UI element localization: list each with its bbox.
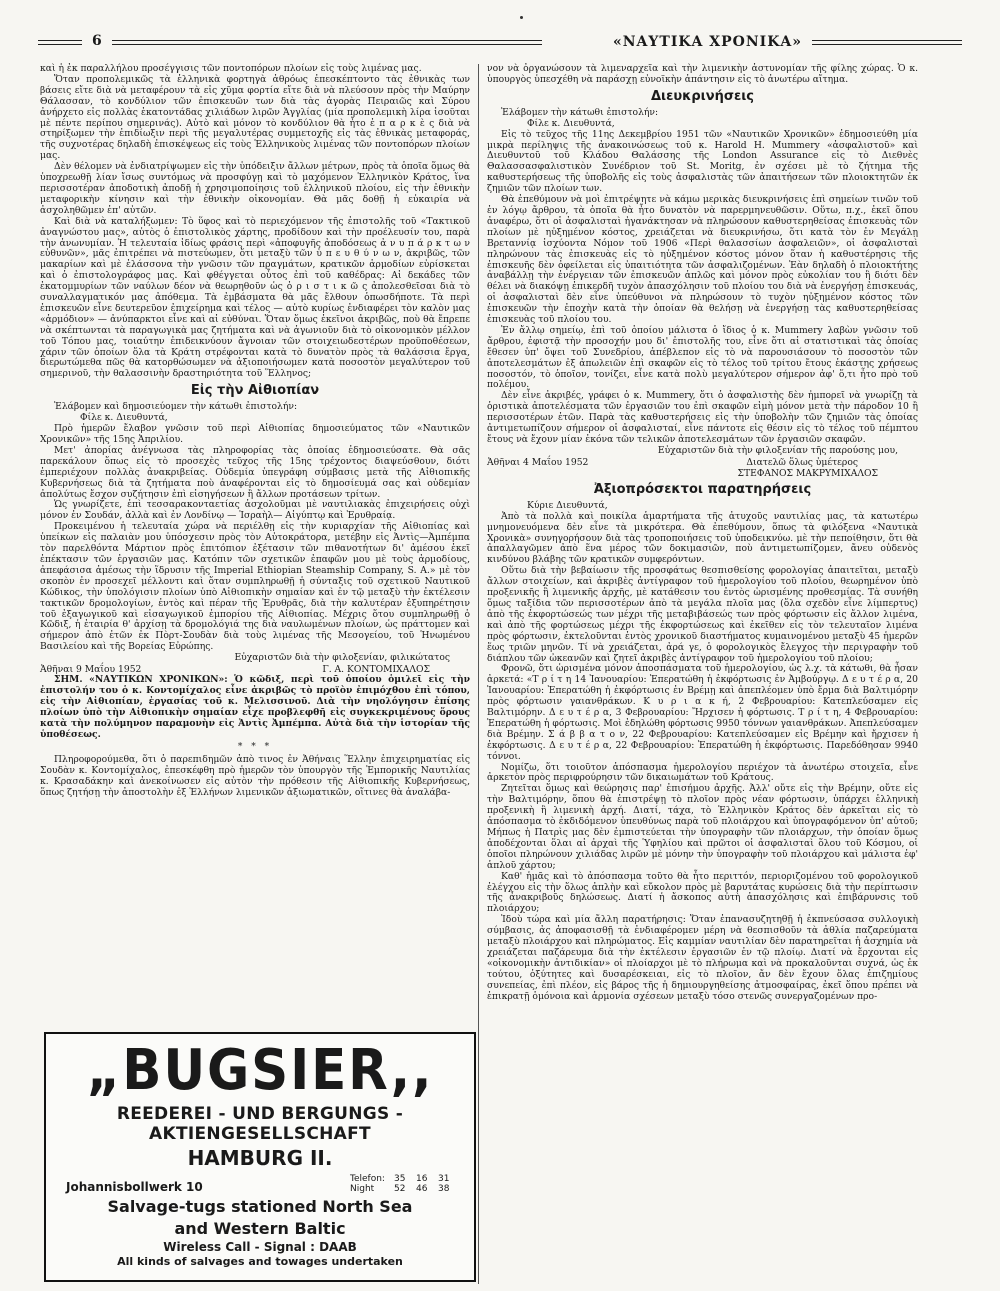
bugsier-advertisement [44,1032,476,1282]
header-rule-middle [112,40,542,45]
article-paragraph: καὶ ἡ ἐκ παραλλήλου προσέγγισις τῶν ποντοπόρων πλοίων εἰς τοὺς λιμένας μας. [40,63,422,74]
header-rule-right [812,40,962,45]
letter-paragraph: Ἐν ἄλλῳ σημείῳ, ἐπὶ τοῦ ὁποίου μάλιστα ὁ ἴδιος ὁ κ. Mummery λαβὼν γνῶσιν τοῦ ἄρθρου, ἐφιστᾷ τὴν προσοχήν μου δι' ἐπιστολῆς του, εἶνε ὅτι αἱ στατιστικαὶ τὰς ὁποίας ἔθεσεν ὑπ' ὄψει τοῦ Συνεδρίου, ἀπέβλεπον εἰς τὸ νὰ παρουσιάσουν τὸ ποσοστὸν τῶν ἀποτελεσμάτων ἐξ ἀπωλειῶν ἐπὶ σκαφῶν εἰς τὸ τέλος τοῦ τρίτου ἔτους ἑκάστης χρήσεως ποσοστόν, τὸ ὁποῖον, τονίζει, εἶνε κατὰ πολὺ μεγαλύτερον σήμερον ἀφ' ὅ,τι ἦτο πρὸ τοῦ πολέμου. [487,324,918,391]
letter-signature-row [487,468,918,479]
ad-night-label: Night [350,1184,375,1194]
letter-paragraph: Ζητεῖται ὅμως καὶ θεώρησις παρ' ἐπισήμου ἀρχῆς. Ἀλλ' οὔτε εἰς τὴν Βρέμην, οὔτε εἰς τὴν Βαλτιμόρην, ὅπου θὰ ἐπιστρέψῃ τὸ πλοῖον πρὸς νέαν φόρτωσιν, ὑπάρχει ἑλληνικὴ προξενικὴ ἢ λιμενικὴ ἀρχή. Διατί, τάχα, τὸ Ἑλληνικὸν Κράτος δὲν ἀρκεῖται εἰς τὸ ἀπόσπασμα τὸ ἐκδιδόμενον ὑπευθύνως παρὰ τοῦ πλοιάρχου καὶ ὑπογραφόμενον ὑπ' αὐτοῦ; Μήπως ἡ Πατρὶς μας δὲν ἐμπιστεύεται τὴν ὑπογραφὴν τῶν πλοιάρχων, τὴν ὁποίαν ὅμως ἀποδέχονται ὅλαι αἱ ἀρχαὶ τῆς Ὑφηλίου καὶ πρῶτοι οἱ ἀσφαλισταὶ ὅλου τοῦ Κόσμου, οἱ ὁποῖοι πληρώνουν χιλιάδας λιρῶν μὲ μόνην τὴν ὑπογραφὴν τοῦ πλοιάρχου καὶ μάλιστα ἐφ' ἁπλοῦ χάρτου; [487,783,918,871]
letter-paragraph: Φρονῶ, ὅτι ὡρισμένα μόνον ἀποσπάσματα τοῦ ἡμερολογίου, ὡς λ.χ. τὰ κάτωθι, θὰ ἦσαν ἀρκετά: «Τ ρ ί τ η 14 Ἰανουαρίου: Ἐπερατώθη ἡ ἐκφόρτωσις ἐν Ἀμβούργῳ. Δ ε υ τ έ ρ α, 20 Ἰανουαρίου: Ἐπερατώθη ἡ ἐκφόρτωσις ἐν Βρέμῃ καὶ ἀπεπλέομεν ὑπὸ ἔρμα διὰ Βαλτιμόρην πρὸς φόρτωσιν γαιανθράκων. Κ υ ρ ι α κ ή, 2 Φεβρουαρίου: Κατεπλεύσαμεν εἰς Βαλτιμόρην. Δ ε υ τ έ ρ α, 3 Φεβρουαρίου: Ἤρχισεν ἡ φόρτωσις. Τ ρ ί τ η, 4 Φεβρουαρίου: Ἐπερατώθη ἡ φόρτωσις. Μοὶ ἐδηλώθη φόρτωσις 9950 τόννων γαιανθράκων. Ἀπεπλεύσαμεν διὰ Βρέμην. Σ ά β β α τ ο ν, 22 Φεβρουαρίου: Κατεπλεύσαμεν εἰς Βρέμην καὶ ἤρχισεν ἡ ἐκφόρτωσις. Δ ε υ τ έ ρ α, 22 Φεβρουαρίου: Ἐπερατώθη ἡ ἐκφόρτωσις. Παρεδόθησαν 9940 τόννοι. [487,663,918,762]
ad-phone-table [350,1174,458,1194]
letter-paragraph: Οὕτω διὰ τὴν βεβαίωσιν τῆς προσφάτως θεσπισθείσης φορολογίας ἀπαιτεῖται, μεταξὺ ἄλλων στοιχείων, καὶ ἀκριβὲς ἀντίγραφον τοῦ ἡμερολογίου τοῦ πλοίου, θεωρημένον ὑπὸ προξενικῆς ἢ λιμενικῆς ἀρχῆς, μὲ κατάθεσιν του ἐντὸς ὡρισμένης προθεσμίας. Τὰ συνήθη ὅμως ταξίδια τῶν περισσοτέρων ἀπὸ τὰ μεγάλα πλοῖα μας (ὅλα σχεδὸν εἶνε λίμπερτυς) ἀπὸ τῆς ἐκφορτώσεώς των μέχρι τῆς μεταβιβάσεώς των πρὸς φόρτωσιν εἰς ἄλλον λιμένα, καὶ ἀπὸ τῆς φορτώσεως μέχρι τῆς ἐκφορτώσεως καὶ ἐκεῖθεν εἰς τὸν τελευταῖον λιμένα πρὸς φόρτωσιν, ἐκτελοῦνται ἐντὸς χρονικοῦ διαστήματος κυμαινομένου μεταξὺ 45 ἡμερῶν ἕως τριῶν μηνῶν. Τί νὰ χρειάζεται, ἀρά γε, ὁ φορολογικὸς ἔλεγχος τὴν περιγραφὴν τοῦ διάπλου τῶν ὠκεανῶν καὶ ζητεῖ ἀκριβὲς ἀντίγραφον τοῦ ἡμερολογίου τοῦ πλοίου; [487,565,918,664]
page-number: 6 [92,33,102,49]
scan-speck [520,16,523,19]
letter-paragraph: Μετ' ἀπορίας ἀνέγνωσα τὰς πληροφορίας τὰς ὁποίας ἐδημοσιεύσατε. Θὰ σᾶς παρεκάλουν ὅπως εἰς τὸ προσεχὲς τεῦχος τῆς 15ης τρέχοντος διαψεύσθουν, διότι ἐμπεριέχουν πολλὰς ἀνακριβείας. Οὐδεμία ὑπεγράφη σύμβασις μετὰ τῆς Αἰθιοπικῆς Κυβερνήσεως διὰ τὰ ζητήματα ποὺ ἀναφέρονται εἰς τὸ δημοσίευμά σας καὶ οὐδεμίαν ἀπολύτως ἔσχον συζήτησιν ἐπὶ εἰσηγήσεων ἢ ἄλλων προτάσεων τρίτων. [40,444,470,500]
letter-paragraph: Ἰδοὺ τώρα καὶ μία ἄλλη παρατήρησις: Ὅταν ἐπανασυζητηθῇ ἡ ἐκπνεύσασα συλλογικὴ σύμβασις, ἀς ἀποφασισθῇ τὰ ἐνδιαφέρομεν μέρη νὰ θεσπισθοῦν τὰ ἀθλία παζαρεύματα μεταξὺ πλοιάρχου καὶ πληρώματος. Εἰς καμμίαν ναυτιλίαν δὲν παρατηρεῖται ἡ ἀσχημία νὰ χρειάζεται παζάρευμα διὰ τὴν ἐκτέλεσιν ἐργασιῶν ἐν τῷ πλοίῳ. Διατί νὰ ἔρχονται εἰς «οἰκονομικὴν ἀντιδικίαν» οἱ πλοίαρχοι μὲ τὸ πλήρωμα καὶ νὰ προκαλοῦνται συχνά, ὡς ἐκ τούτου, ὀξύτητες καὶ δυσαρέσκειαι, εἰς τὸ πλοῖον, ἄν δὲν ἔχουν ὅλας ἐπιζημίους συνεπείας, ἐπὶ πλέον, εἰς βάρος τῆς ἡ δημιουργηθείσης ἀτμοσφαίρας, ἐκεῖ ὅπου πρέπει νὰ ἐπικρατῇ ὁμόνοια καὶ ἁρμονία σχέσεων μεταξὺ τόσο στενῶς συνεργαζομένων προ- [487,914,918,1002]
article-paragraph: Καὶ διὰ νὰ καταλήξωμεν: Τὸ ὕφος καὶ τὸ περιεχόμενον τῆς ἐπιστολῆς τοῦ «Τακτικοῦ ἀναγνώστου μας», αὐτὸς ὁ ἐπιστολικὸς χάρτης, προδίδουν καὶ τὴν προέλευσίν του, παρὰ τὴν ἀνωνυμίαν. Ἡ τελευταία ἰδίως φράσις περὶ «ἀποφυγῆς ἀποδόσεως ἀ ν υ π ά ρ κ τ ω ν εὐθυνῶν», μᾶς ἐπιτρέπει νὰ πιστεύωμεν, ὅτι μεταξὺ τῶν ὑ π ε υ θ ύ ν ω ν, ἀκριβῶς, τῶν μακαρίων καὶ μὲ ἐλάσσονα τὴν γνῶσιν τῶν πραγμάτων, κρατικῶν ἁρμοδίων εὑρίσκεται καὶ ὁ ἐπιστολογράφος μας. Καὶ φθέγγεται οὗτος ἐπὶ τοῦ καθέδρας: Αἱ δεκάδες τῶν ἑκατομμυρίων τῶν ναύλων δέον νὰ θεωρηθοῦν ὡς ὁ ρ ι σ τ ι κ ῶ ς ἀπολεσθεῖσαι διὰ τὸ συναλλαγματικόν μας ἀπόθεμα. Τὰ ἐμβάσματα θὰ μᾶς ἔλθουν ὁπωσδήποτε. Τὰ περὶ ἐπισκευῶν εἶνε δευτερεῦον ἐπιχείρημα καὶ τέλος — αὐτὸ κυρίως ἐνδιαφέρει τὸν καλὸν μας «ἁρμόδιον» — ἀνύπαρκτοι εἶνε καὶ αἱ εὐθύναι. Ὅταν ὅμως ἐκεῖνοι ἀκριβῶς, ποὺ θὰ ἔπρεπε νὰ σκέπτωνται τὰ παραγωγικὰ μας ζητήματα καὶ νὰ ἀγωνιοῦν διὰ τὸ οἰκονομικὸν μέλλον τοῦ Τόπου μας, τοιαύτην ἐπιδεικνύουν ἄγνοιαν τῶν στοιχειωδεστέρων προϋποθέσεων, χάριν τῶν ὁποίων ὅλα τὰ Κράτη στρέφονται κατὰ τὸ δυνατὸν πρὸς τὰ θαλάσσια ἔργα, διερωτώμεθα πῶς θὰ κατορθώσωμεν νὰ ἀξιοποιήσωμεν κατὰ ποσοστὸν μεγαλύτερον τοῦ σημερινοῦ, τὴν θαλασσινὴν δραστηριότητα τοῦ Ἕλληνος; [40,215,470,380]
letter-intro: Ἐλάβομεν καὶ δημοσιεύομεν τὴν κάτωθι ἐπιστολήν: [54,401,298,413]
ad-night-number: 46 [416,1184,428,1194]
letter-signature: Γ. Α. ΚΟΝΤΟΜΙΧΑΛΟΣ [322,664,430,676]
article-paragraph: Δὲν θέλομεν νὰ ἐνδιατρίψωμεν εἰς τὴν ὑπόδειξιν ἄλλων μέτρων, πρὸς τὰ ὁποῖα ὅμως θὰ ὑποχρεωθῇ λίαν ἴσως συντόμως νὰ προσφύγῃ καὶ τὸ μαχόμενον Ἑλληνικὸν Κράτος, ἵνα περισσοτέραν ἀποδοτικὴ ἀποδῇ ἡ χρησιμοποίησις τοῦ ἑλληνικοῦ πλοίου, εἰς τὴν ἐθνικὴν μεταφορικὴν κίνησιν καὶ τὴν ἐθνικὴν οἰκονομίαν. Θὰ μᾶς δοθῇ ἡ εὐκαιρία νὰ ἀσχοληθῶμεν ἐπ' αὐτῶν. [40,161,470,216]
letter-date: Ἀθῆναι 4 Μαΐου 1952 [487,456,589,468]
ad-address: Johannisbollwerk 10 [66,1180,203,1194]
ad-city: HAMBURG II. [187,1146,333,1170]
section-title-remarks: Ἀξιοπρόσεκτοι παρατηρήσεις [593,481,812,497]
ad-brand-logo: „BUGSIER,, [86,1038,434,1103]
letter-salutation: Φίλε κ. Διευθυντά, [527,117,615,129]
letter-signature: ΣΤΕΦΑΝΟΣ ΜΑΚΡΥΜΙΧΑΛΟΣ [737,467,878,479]
letter-paragraph: Ὡς γνωρίζετε, ἐπὶ τεσσαρακονταετίας ἀσχολοῦμαι μὲ ναυτιλιακὰς ἐπιχειρήσεις οὐχὶ μόνον ἐν Σουδάν, ἀλλὰ καὶ ἐν Λονδίνῳ — Ἰσραὴλ— Αἰγύπτῳ καὶ Ἐρυθραίᾳ. [40,499,470,522]
ad-company-name: REEDEREI - UND BERGUNGS - AKTIENGESELLSCHAFT [116,1104,404,1144]
letter-paragraph: Θὰ ἐπεθύμουν νὰ μοὶ ἐπιτρέψητε νὰ κάμω μερικὰς διευκρινήσεις ἐπὶ σημείων τινῶν τοῦ ἐν λόγῳ ἄρθρου, τὰ ὁποῖα θὰ ἦτο δυνατὸν νὰ παρερμηνευθῶσιν. Οὕτω, π.χ., ἐκεῖ ὅπου ἀναφέρω, ὅτι οἱ ἀσφαλισταὶ ἠγανάκτησαν νὰ πληρώσουν καθυστερηθείσας ἐπισκευὰς τῶν πλοίων μὲ ηὐξημένον κόστος, χρειάζεται νὰ διευκρινήσω, ὅτι κατὰ τὸν ἐν Μεγάλῃ Βρεταννίᾳ ἰσχύοντα Νόμον τοῦ 1906 «Περὶ θαλασσίων ἀσφαλειῶν», οἱ ἀσφαλισταὶ πληρώνουν τὰς ἐπισκευὰς εἰς τὸ ηὐξημένον κόστος μόνον ὅταν ἡ καθυστέρησις τῆς ἐπισκευῆς δὲν ὀφείλεται εἰς ὑπαιτιότητα τῶν ἀσφαλιζομένων. Ἐὰν δηλαδὴ ὁ πλοιοκτήτης ἀναβάλλῃ τὴν ἐνέργειαν τῶν ἐπισκευῶν ἁπλῶς καὶ μόνον πρὸς εὐκολίαν του ἢ διότι δὲν θέλει νὰ διακόψῃ ἐπικερδῆ τυχὸν ἀπασχόλησιν τοῦ πλοίου του διὰ νὰ ἐνεργήσῃ ἐπισκευάς, οἱ ἀσφαλισταὶ δὲν εἶνε ὑπεύθυνοι νὰ πληρώσουν τὸ τυχὸν ηὐξημένον κόστος τῶν ἐπισκευῶν τὴν ἐποχὴν κατὰ τὴν ὁποίαν θὰ θελήσῃ νὰ ἐνεργήσῃ τὰς καθυστερηθείσας ἐπισκευὰς τοῦ πλοίου του. [487,194,918,326]
letter-paragraph: Πρὸ ἡμερῶν ἔλαβον γνῶσιν τοῦ περὶ Αἰθιοπίας δημοσιεύματος τῶν «Ναυτικῶν Χρονικῶν» τῆς 15ης Ἀπριλίου. [40,423,470,445]
news-paragraph: Πληροφορούμεθα, ὅτι ὁ παρεπιδημῶν ἀπὸ τινος ἐν Ἀθήναις Ἕλλην ἐπιχειρηματίας εἰς Σουδὰν κ. Κοντομίχαλος, ἐπεσκέφθη πρὸ ἡμερῶν τὸν ὑπουργὸν τῆς Ἐμπορικῆς Ναυτιλίας κ. Κρασαδάκην καὶ ἀνεκοίνωσεν εἰς αὐτὸν τὴν πρόθεσιν τῆς Αἰθιοπικῆς Κυβερνήσεως, ὅπως ζητήσῃ τὴν ἀποστολὴν ἐξ Ἑλλήνων λιμενικῶν ἀξιωματικῶν, οἵτινες θὰ ἀναλάβα- [40,754,470,799]
section-title-ethiopia: Εἰς τὴν Αἰθιοπίαν [190,383,320,399]
right-column [487,64,918,1003]
letter-paragraph: Δὲν εἶνε ἀκριβές, γράφει ὁ κ. Mummery, ὅτι ὁ ἀσφαλιστὴς δὲν ἠμπορεῖ νὰ γνωρίζῃ τὰ ὁριστικὰ ἀποτελέσματα τῶν ἐργασιῶν του ἐπὶ σκαφῶν εἰμὴ μόνον μετὰ τὴν πάροδον 10 ἢ περισσοτέρων ἐτῶν. Παρὰ τὰς καθυστερήσεις εἰς τὴν ὑποβολὴν τῶν ζημιῶν τὰς ὁποίας ἀντιμετωπίζουν σήμερον οἱ ἀσφαλισταί, εἶνε πάντοτε εἰς θέσιν εἰς τὸ τέλος τοῦ πέμπτου ἔτους νὰ ἔχουν μίαν ἐκόνα τῶν τελικῶν ἀποτελεσμάτων τῶν ἐργασιῶν σκαφῶν. [487,390,918,445]
ad-services: All kinds of salvages and towages undertaken [117,1255,403,1268]
ad-telefon-label: Telefon: [350,1174,385,1184]
ad-telefon-number: 35 [394,1174,406,1184]
letter-salutation: Φίλε κ. Διευθυντά, [80,412,168,424]
left-column [40,64,470,799]
article-paragraph: νον νὰ ὀργανώσουν τὰ λιμεναρχεῖα καὶ τὴν λιμενικὴν ἀστυνομίαν τῆς φίλης χώρας. Ὁ κ. ὑπουργὸς ὑπεσχέθη νὰ παράσχῃ εὐνοϊκὴν ἀπάντησιν εἰς τὸ ἀνωτέρω αἴτημα. [487,63,918,85]
editor-note: ΣΗΜ. «ΝΑΥΤΙΚΩΝ ΧΡΟΝΙΚΩΝ»: Ὁ κῶδιξ, περὶ τοῦ ὁποίου ὁμιλεῖ εἰς τὴν ἐπιστολήν του ὁ κ. Κοντομίχαλος εἶνε ἀκριβῶς τὸ προϊὸν ἐπιμόχθου ἐπὶ τόπου, εἰς τὴν Αἰθιοπίαν, ἐργασίας τοῦ κ. Μελισσινοῦ. Διὰ τὴν νηολόγησιν ἐπίσης πλοίων ὑπὸ τὴν Αἰθιοπικὴν σημαίαν εἶχε προβλεφθῆ εἰς συγκεκριμένους ὅρους κατὰ τὴν πολύμηνον παραμονὴν εἰς Ἀντὶς Ἀμπέμπα. Αὐτὰ διὰ τὴν ἱστορίαν τῆς ὑποθέσεως. [40,674,470,740]
section-separator: * * * [237,742,273,753]
letter-paragraph: Εἰς τὸ τεῦχος τῆς 11ης Δεκεμβρίου 1951 τῶν «Ναυτικῶν Χρονικῶν» ἐδημοσιεύθη μία μικρὰ περίληψις τῆς ἀνακοινώσεως τοῦ κ. Harold H. Mummery «ἀσφαλιστοῦ» καὶ Διευθυντοῦ τοῦ Κλάδου Θαλάσσης τῆς London Assurance εἰς τὸ Διεθνὲς Θαλασσασφαλιστικὸν Συνέδριον τοῦ St. Moritg, ἐν σχέσει μὲ τὸ ζήτημα τῆς καθυστερήσεως τῆς ὑποβολῆς εἰς τοὺς ἀσφαλιστὰς τῶν ἀπαιτήσεων τῶν πλοιοκτητῶν ἐκ ζημιῶν τῶν πλοίων των. [487,128,918,195]
ad-night-number: 38 [438,1184,450,1194]
letter-paragraph: Ἀπὸ τὰ πολλὰ καὶ ποικίλα ἁμαρτήματα τῆς ἀτυχοῦς ναυτιλίας μας, τὰ κατωτέρω μνημονευόμενα δὲν εἶνε τὰ μικρότερα. Θὰ ἐπεθύμουν, ὅπως τὰ φιλόξενα «Ναυτικὰ Χρονικὰ» συνηγορήσουν διὰ τὰς τροποποιήσεις τοῦ ὑποδεικνύω. μὲ τὴν πεποίθησιν, ὅτι θὰ ἀπαλλαγῶμεν ἀπὸ ἕνα μέρος τῶν δοκιμασιῶν, ποὺ ἀντιμετωπίζομεν, ἄνευ οὐδενὸς κινδύνου βλάβης τῶν κρατικῶν συμφερόντων. [487,510,918,566]
ad-tagline: and Western Baltic [174,1219,346,1238]
letter-signature-row [487,457,918,468]
masthead: «ΝΑΥΤΙΚΑ ΧΡΟΝΙΚΑ» [613,34,802,50]
letter-paragraph: Προκειμένου ἡ τελευταία χώρα νὰ περιέλθῃ εἰς τὴν κυριαρχίαν τῆς Αἰθιοπίας καὶ ὑπείκων εἰς παλαιὰν μου ὑπόσχεσιν πρὸς τὸν Αὐτοκράτορα, μετέβην εἰς Ἀντὶς—Ἀμπέμπα τὸν παρελθόντα Μάρτιον πρὸς ἐπιτόπιον ἐξέτασιν τῶν πιθανοτήτων δι' ἀμέσου ἐκεῖ ἐπέκτασιν τῶν ἐργασιῶν μας. Κατόπιν τῶν σχετικῶν ἐπαφῶν μου μὲ τοὺς ἁρμοδίους, ἀπεφάσισα ἀμέσως τὴν ἵδρυσιν τῆς Imperial Ethiopian Steamship Company, S. A.» μὲ τὸν σκοπὸν ἐν προσεχεῖ μέλλοντι καὶ ὅταν συμπληρωθῇ ἡ σύνταξις τοῦ σχετικοῦ Ναυτικοῦ Κώδικος, τὴν ὑπολόγισιν πλοίων ὑπὸ Αἰθιοπικὴν σημαίαν καὶ ἐν τῷ μεταξὺ τὴν ἐκτέλεσιν τακτικῶν δρομολογίων, ἐντὸς καὶ πέραν τῆς Ἐρυθρᾶς, διὰ τὴν καλυτέραν ἐξυπηρέτησιν τοῦ ἐξαγωγικοῦ καὶ εἰσαγωγικοῦ ἐμπορίου τῆς Αἰθιοπίας. Μέχρις ὅτου συμπληρωθῇ ὁ Κῶδιξ, ἡ ἑταιρία θ' ἀρχίσῃ τὰ δρομολόγιά της διὰ ναυλωμένων πλοίων, ὡς πράττομεν καὶ σήμερον ἀπὸ ἐτῶν ἐκ Πὸρτ-Σουδὰν διὰ τοὺς λιμένας τῆς Μεσογείου, τοῦ Ἡνωμένου Βασιλείου καὶ τῆς Βορείας Εὐρώπης. [40,521,470,653]
header-rule-left [38,40,82,45]
letter-closing: Εὐχαριστῶν διὰ τὴν φιλοξενίαν, φιλικώτατος [234,652,450,664]
letter-closing: Εὐχαριστῶν διὰ τὴν φιλοξενίαν τῆς παρούσης μου, [657,444,898,456]
ad-contact [46,1170,474,1194]
ad-wireless: Wireless Call - Signal : DAAB [163,1240,357,1254]
letter-intro: Ἐλάβομεν τὴν κάτωθι ἐπιστολήν: [501,106,659,118]
section-title-clarifications: Διευκρινήσεις [651,88,754,104]
column-divider [478,64,479,1284]
ad-telefon-number: 31 [438,1174,450,1184]
letter-closing-2: Διατελῶ ὅλως ὑμέτερος [746,456,858,468]
letter-date: Ἀθῆναι 9 Μαΐου 1952 [40,664,142,676]
letter-paragraph: Νομίζω, ὅτι τοιοῦτον ἀπόσπασμα ἡμερολογίου περιέχον τὰ ἀνωτέρω στοιχεῖα, εἶνε ἀρκετὸν πρὸς περιφρούρησιν τῶν δικαιωμάτων τοῦ Κράτους. [487,761,918,784]
letter-paragraph: Καθ' ἡμᾶς καὶ τὸ ἀπόσπασμα τοῦτο θὰ ἦτο περιττόν, περιοριζομένου τοῦ φορολογικοῦ ἐλέγχου εἰς τὴν ὅλως ἀπλὴν καὶ εὔκολον πρὸς μὲ βαρυτάτας κυρώσεις διὰ τὴν περίπτωσιν τῆς ἀνακριβοῦς δηλώσεως. Διατί ἡ ἄσκοπος αὐτὴ ἀπασχόλησις καὶ ἐπιβάρυνσις τοῦ πλοιάρχου; [487,870,918,915]
letter-salutation: Κύριε Διευθυντά, [527,499,608,511]
ad-night-number: 52 [394,1184,406,1194]
article-paragraph: Ὅταν προπολεμικῶς τὰ ἑλληνικὰ φορτηγὰ ἀθρόως ἐπεσκέπτοντο τὰς ἐθνικὰς των βάσεις εἴτε διὰ νὰ μεταφέρουν τὰ εἰς χῦμα φορτία εἴτε διὰ νὰ πλεύσουν πρὸς τὴν Μαύρην Θάλασσαν, τὸ κονδύλιον τῶν ἐπισκευῶν των διὰ τὰς ἀγορὰς Πειραιῶς καὶ Σύρου ἀνήρχετο εἰς πολλὰς ἑκατοντάδας χιλιάδων λιρῶν Ἀγγλίας (μία προπολεμικὴ λίρα ἰσοῦται μὲ πέντε περίπου σημερινάς). Αὐτὸ καὶ μόνον τὸ κονδύλιον θὰ ἦτο ἐ π α ρ κ ὲ ς διὰ νὰ στηρίξωμεν τὴν ἐπιδίωξιν περὶ τῆς μεγαλυτέρας συμμετοχῆς εἰς τὰς ἐθνικὰς μεταφοράς, τῆς συχνοτέρας δηλαδὴ ἐπισκέψεως εἰς τοὺς Ἑλληνικοὺς λιμένας τῶν ποντοπόρων πλοίων μας. [40,73,470,162]
ad-tagline: Salvage-tugs stationed North Sea [107,1197,413,1216]
ad-telefon-number: 16 [416,1174,428,1184]
page-header [38,32,962,52]
